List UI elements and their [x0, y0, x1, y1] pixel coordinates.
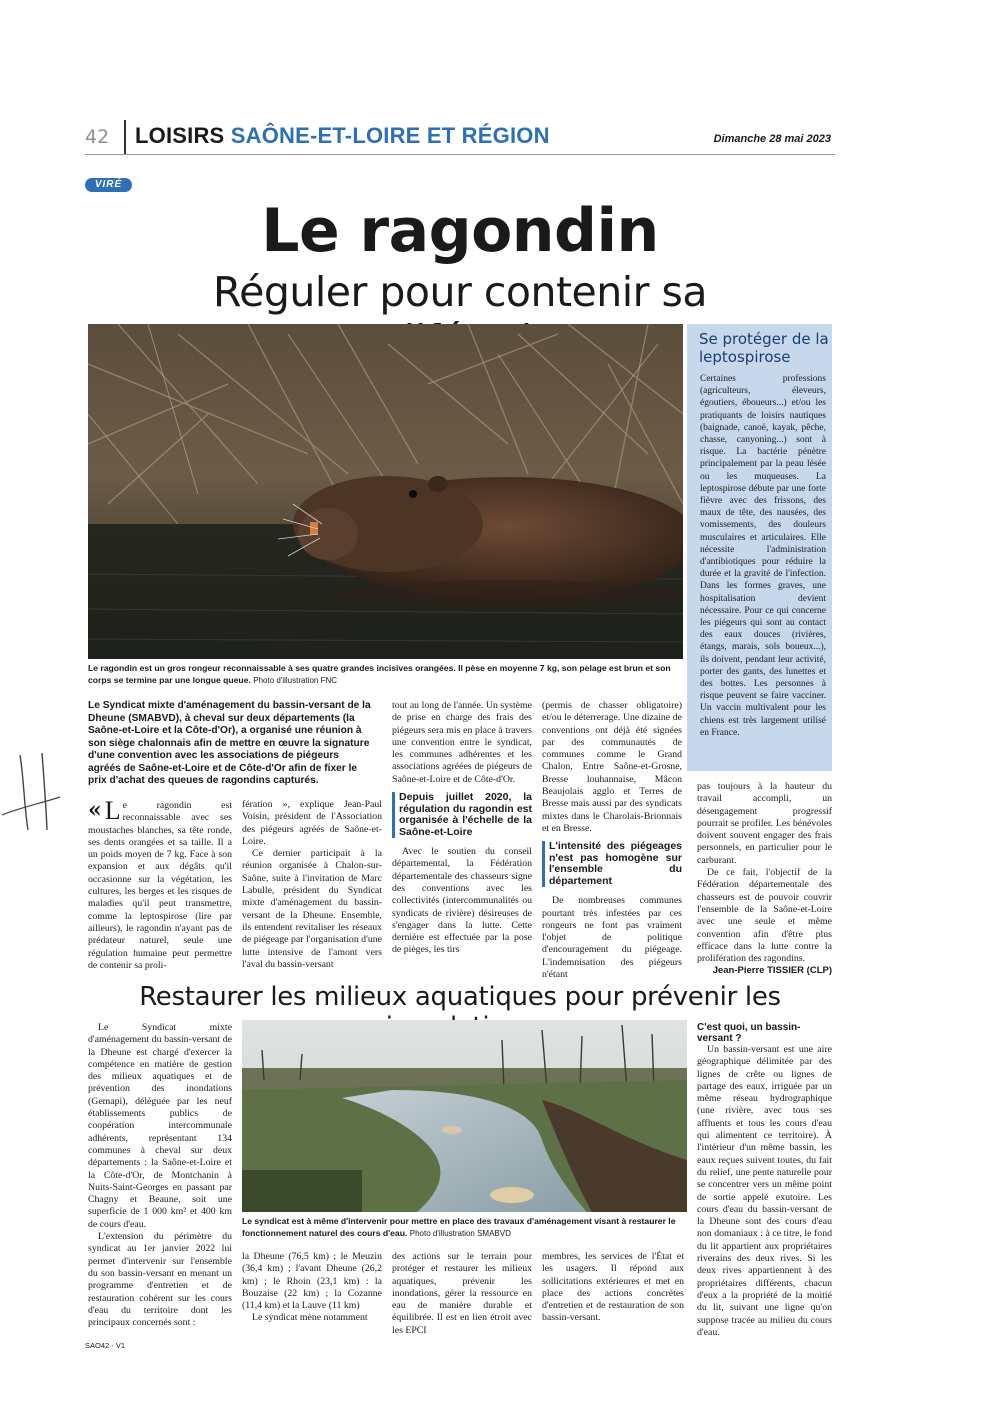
article2-col2-para2: Le syndicat mène notamment: [252, 1312, 368, 1324]
section-region: SAÔNE-ET-LOIRE ET RÉGION: [230, 123, 550, 148]
photo2-caption: [242, 1215, 687, 1240]
section-title: [135, 123, 550, 149]
photo2-credit: Photo d'illustration SMABVD: [409, 1229, 511, 1238]
box-body: Un bassin-versant est une aire géographique délimitée par des lignes de crête ou lignes de partage des eaux, irriguée par un même réseau hydrographique (une rivière, avec tous ses affluents et tous les cours d'eau qui alimentent ce territoire). À l'intérieur d'un même bassin, les eaux reçues suivent toutes, du fait du relief, une pente naturelle pour se concentrer vers un même point de sortie appelé exutoire. Les cours d'eau du bassin-versant de la Dheune sont des cours d'eau non domaniaux : à ce titre, le fond du lit appartient aux propriétaires riverains des deux rives. Si les deux rives appartiennent à des propriétaires différents, chacun d'eux a la propriété de la moitié du lit, suivant une ligne qu'on suppose tracée au milieu du cours d'eau.: [697, 1044, 832, 1338]
page-footer: SAO42 - V1: [85, 1341, 126, 1350]
article1-col4-para2: De nombreuses communes pourtant très infestées par ces rongeurs ne font pas vraiment l'objet de politique d'encouragement du piégeage. L'indemnisation des piégeurs n'étant: [542, 895, 682, 981]
photo1-caption: [88, 662, 683, 687]
intertitle-2: L'intensité des piégeages n'est pas homogène sur l'ensemble du département: [542, 841, 682, 887]
article1-col1-text: e ragondin est reconnaissable avec ses moustaches blanches, sa tête ronde, ses dents orangées et sa taille. Il a un poids moyen de 7 kg. Face à son expansion et aux dégâts qu'il occasionne sur la végétation, les cultures, les berges et les risques de maladies qu'il peut transmettre, comme la leptospirose (lire par ailleurs), le ragondin n'ayant pas de prédateur naturel, seule une régulation humaine peut permettre de contenir sa proli-: [88, 800, 232, 971]
article2-col1-para1: Le Syndicat mixte d'aménagement du bassin-versant de la Dheune est chargé d'exercer la compétence en matière de gestion des milieux aquatiques et de prévention des inondations (Gemapi), déléguée par les neuf établissements publics de coopération intercommunale adhérents, représentant 134 communes à cheval sur deux départements : la Saône-et-Loire et la Côte-d'Or, de Montchanin à Nuits-Saint-Georges en passant par Chagny et Beaune, soit une superficie de 1 000 km² et 400 km de cours d'eau.: [88, 1022, 232, 1230]
margin-annotation: [2, 745, 62, 835]
photo1-caption-text: Le ragondin est un gros rongeur reconnaissable à ses quatre grandes incisives orangées. Il pèse en moyenne 7 kg, son pelage est brun et son corps se termine par une longue queue.: [88, 663, 671, 685]
issue-date: Dimanche 28 mai 2023: [713, 133, 831, 145]
box-title: C'est quoi, un bassin-versant ?: [697, 1022, 801, 1044]
quote-mark: «: [88, 797, 102, 823]
intertitle-1: Depuis juillet 2020, la régulation du ragondin est organisée à l'échelle de la Saône-et-Loire: [392, 792, 532, 838]
sidebar-title: Se protéger de la leptospirose: [699, 330, 829, 366]
article1-col5: [697, 781, 832, 976]
photo1-credit: Photo d'illustration FNC: [253, 676, 338, 685]
sidebar-body: Certaines professions (agriculteurs, éleveurs, égoutiers, éboueurs...) et/ou les pratiquants de loisirs nautiques (baignade, canoë, kayak, pêche, chasse, canyoning...) sont à risque. La bactérie pénètre principalement par la peau lésée ou les muqueuses. La leptospirose débute par une forte fièvre avec des frissons, des maux de tête, des nausées, des vomissements, des douleurs musculaires et articulaires. Elle nécessite l'administration d'antibiotiques pour réduire la durée et la gravité de l'infection. Dans les formes graves, une hospitalisation devient nécessaire. Pour ce qui concerne les piégeurs qui sont au contact des eaux douces (rivières, étangs, marais, sols boueux...), ils doivent, pendant leur activité, porter des gants, des lunettes et des bottes. Les personnes à risque peuvent se faire vacciner. Un vaccin multivalent pour les chiens est très largement utilisé en France.: [700, 374, 826, 738]
article1-col2-para2: Ce dernier participait à la réunion organisée à Chalon-sur-Saône, suite à l'invitation de Marc Labulle, président du Syndicat mixte d'aménagement du bassin-versant de la Dheune. Ensemble, ils entendent revitaliser les réseaux de piégeage par l'organisation d'une lutte intensive de l'amont vers l'aval du bassin-versant: [242, 848, 382, 970]
article2-col2-para1: la Dheune (76,5 km) ; le Meuzin (36,4 km) ; l'avant Dheune (26,2 km) ; le Rhoin (23,1 km) : la Bouzaise (22 km) ; la Cozanne (11,4 km) et la Lauve (11 km): [242, 1251, 382, 1312]
header-rule: [85, 154, 835, 155]
article1-col3-para1: tout au long de l'année. Un système de prise en charge des frais des piégeurs sera mis en place à travers une convention entre le syndicat, les communes adhérentes et les associations agréées de piégeurs de Saône-et-Loire et de Côte-d'Or.: [392, 700, 532, 785]
article1-col4-para1: (permis de chasser obligatoire) et/ou le déterrerage. Une dizaine de conventions ont déjà été signées par des communautés de communes comme le Grand Chalon, Entre Saône-et-Grosne, Bresse louhannaise, Mâcon Beaujolais agglo et Terres de Bresse mais aussi par des syndicats mixtes dans le Charolais-Brionnais et en Bresse.: [542, 700, 682, 834]
article1-col5-para1: pas toujours à la hauteur du travail accompli, un désengagement progressif pourrait se profiler. Les bénévoles doivent souvent engager des frais personnels, en particulier pour le carburant.: [697, 781, 832, 866]
article1-col1: [88, 796, 232, 972]
article1-chapo: Le Syndicat mixte d'aménagement du bassin-versant de la Dheune (SMABVD), à cheval sur deux départements (la Saône-et-Loire et la Côte-d'Or), a organisé une réunion à son siège chalonnais afin de mettre en œuvre la signature d'une convention avec les associations de piégeurs agréés de Saône-et-Loire et de Côte-d'Or afin de fixer le prix d'achat des queues de ragondins capturés.: [88, 700, 371, 786]
article1-col2: [242, 799, 382, 971]
article2-col4: membres, les services de l'État et les usagers. Il répond aux sollicitations extérieures et met en place des actions concrètes d'entretien et de restauration de son bassin-versant.: [542, 1251, 684, 1324]
article2-col2: [242, 1251, 382, 1325]
article1-col2-para1: fération », explique Jean-Paul Voisin, président de l'Association des piégeurs agréés de Saône-et-Loire.: [242, 799, 382, 847]
article1-col3-para2: Avec le soutien du conseil départemental, la Fédération départementale des chasseurs signe des conventions avec les collectivités (intercommunalités ou syndicats de rivière) désireuses de s'engager dans la lutte. Cette dernière est effectuée par la pose de pièges, les tirs: [392, 846, 532, 956]
article1-col3: [392, 700, 532, 957]
article-subtitle: Réguler pour contenir sa: [212, 268, 708, 316]
article1-col4: [542, 700, 682, 981]
article-title: Le ragondin: [261, 196, 659, 266]
article2-col3: des actions sur le terrain pour protéger et restaurer les milieux aquatiques, prévenir les inondations, gérer la ressource en eau de manière durable et équilibrée. Il est en lien étroit avec les EPCI: [392, 1251, 532, 1336]
article2-col1-para2: L'extension du périmètre du syndicat au 1er janvier 2022 lui permet d'intervenir sur l'ensemble du son bassin-versant en menant un programme d'entretien et de restauration cohérent sur les cours d'eau du territoire dont les principaux concernés sont :: [88, 1231, 232, 1329]
coypu-photo: [88, 324, 683, 659]
bassin-versant-box: [697, 1022, 832, 1339]
article2-col1: [88, 1022, 232, 1329]
location-tag: VIRÉ: [85, 178, 132, 192]
river-photo: [242, 1020, 687, 1212]
header-divider: [124, 120, 126, 154]
article1-signature: Jean-Pierre TISSIER (CLP): [712, 965, 832, 977]
drop-letter: L: [104, 796, 121, 825]
page-number: 42: [85, 126, 110, 148]
article2-title: Restaurer les milieux aquatiques pour prévenir les: [139, 982, 781, 1012]
section-name: LOISIRS: [135, 123, 225, 148]
article1-col5-para2: De ce fait, l'objectif de la Fédération départementale des chasseurs est de pouvoir couvrir l'ensemble de la Saône-et-Loire avec une seule et même convention afin d'être plus efficace dans la lutte contre la prolifération des ragondins.: [697, 867, 832, 965]
photo2-caption-text: Le syndicat est à même d'intervenir pour mettre en place des travaux d'aménagement visant à restaurer le fonctionnement naturel des cours d'eau.: [242, 1216, 676, 1238]
